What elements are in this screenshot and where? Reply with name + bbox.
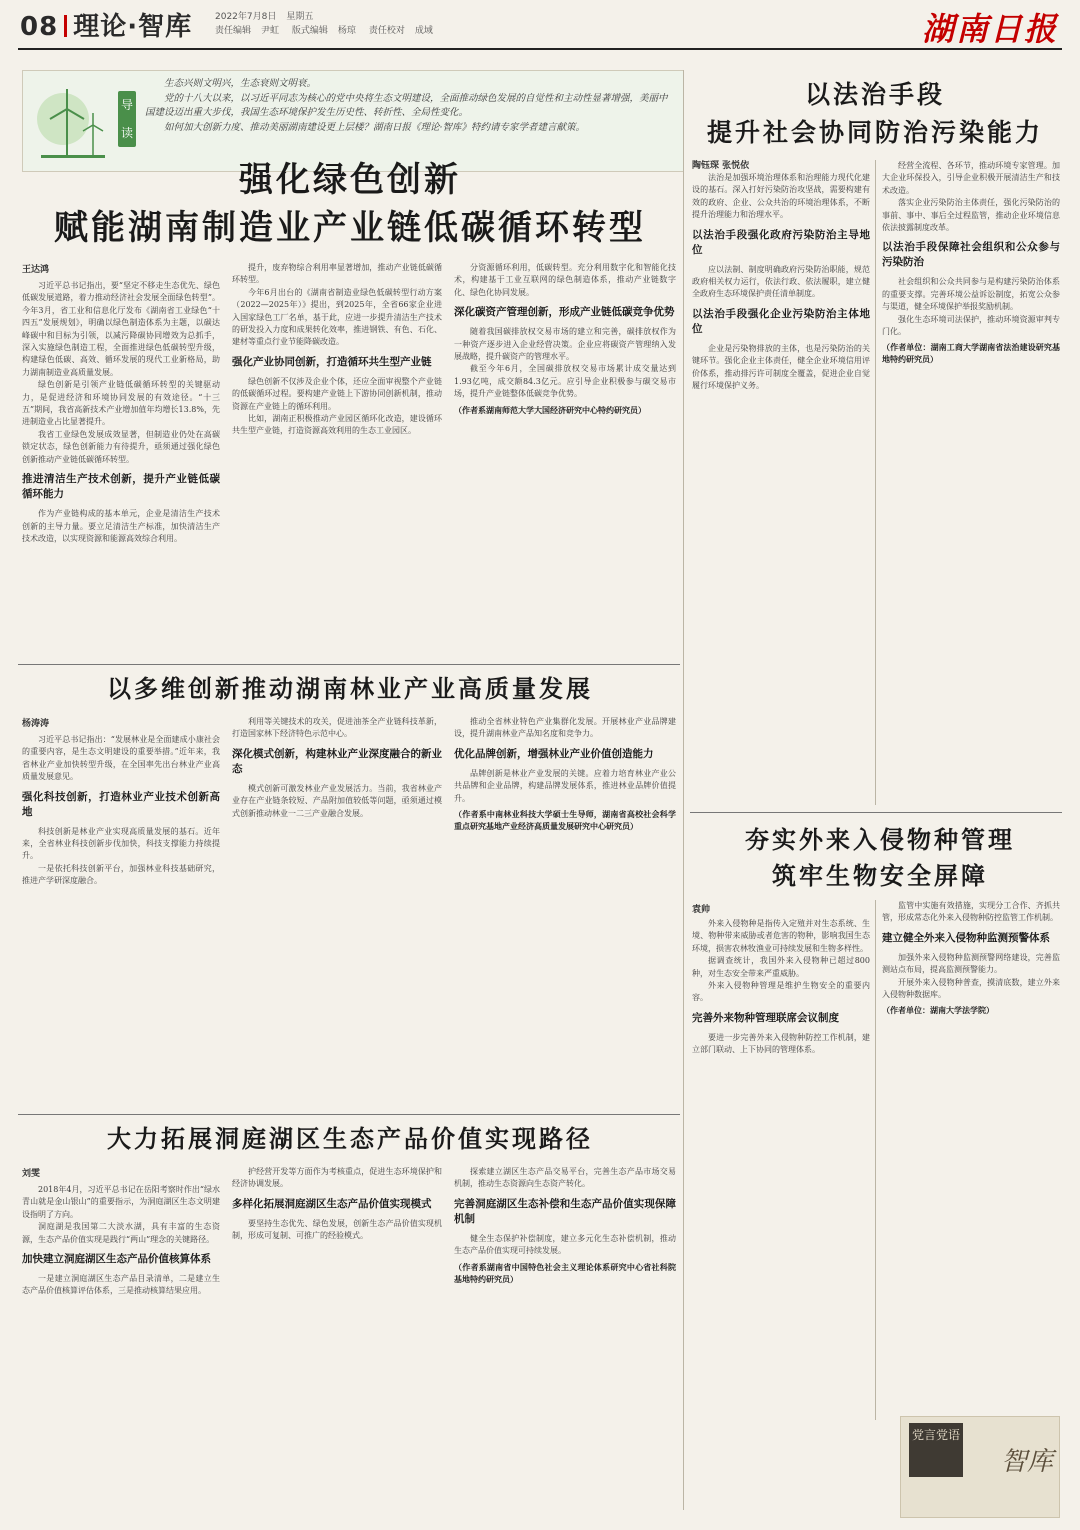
dongting-para: 健全生态保护补偿制度，建立多元化生态补偿机制，推动生态产品价值实现可持续发展。 xyxy=(454,1233,676,1256)
right1-title-line-2: 提升社会协同防治污染能力 xyxy=(706,118,1043,147)
forest-para: 利用等关键技术的攻关，促进油茶全产业链科技革新，打造国家林下经济特色示范中心。 xyxy=(232,717,442,739)
main-para: 绿色创新是引领产业链低碳循环转型的关键驱动力，是促进经济和环境协同发展的有效途径。“十三五”期间，我省高新技术产业增加值年均增长13.8%，先进制造业占比显著提升。 xyxy=(22,380,220,427)
main-subhead-3: 深化碳资产管理创新，形成产业链低碳竞争优势 xyxy=(454,306,675,319)
editor-name-2: 杨琼 xyxy=(337,26,356,36)
dongting-column-1 xyxy=(22,1184,220,1520)
main-column-3 xyxy=(454,262,676,662)
right2-subhead-1: 完善外来物种管理联席会议制度 xyxy=(692,1011,839,1024)
column-rule xyxy=(875,900,876,1420)
section-divider xyxy=(64,15,67,37)
editor-label-3: 责任校对 xyxy=(368,26,405,36)
right1-para: 落实企业污染防治主体责任，强化污染防治的事前、事中、事后全过程监管，推动企业环境信息依法披露制度改革。 xyxy=(882,198,1060,233)
right2-author-note: （作者单位：湖南大学法学院） xyxy=(882,1006,994,1016)
dongting-headline: 大力拓展洞庭湖区生态产品价值实现路径 xyxy=(107,1125,593,1153)
dongting-author-note: （作者系湖南省中国特色社会主义理论体系研究中心省社科院基地特约研究员） xyxy=(454,1262,676,1284)
dongting-para: 探索建立湖区生态产品交易平台，完善生态产品市场交易机制，推动生态资源向生态资产转化。 xyxy=(454,1167,676,1189)
section-name: 理论·智库 xyxy=(73,12,193,42)
page-section-label xyxy=(20,6,192,43)
right2-headline xyxy=(700,822,1060,894)
dongting-column-2 xyxy=(232,1166,442,1520)
right1-column-1 xyxy=(692,172,870,812)
calligraphy-text: 智库 xyxy=(1000,1447,1053,1477)
forest-para: 科技创新是林业产业实现高质量发展的基石。近年来，全省林业科技创新步伐加快，科技支撑能力持续提升。 xyxy=(22,826,220,861)
editor-label-2: 版式编辑 xyxy=(291,26,328,36)
editor-label-1: 责任编辑 xyxy=(215,26,252,36)
forest-author: 杨涛涛 xyxy=(22,719,50,729)
right2-author: 袁帅 xyxy=(692,905,711,915)
right2-title-line-2: 筑牢生物安全屏障 xyxy=(772,862,988,890)
main-title-line-1: 强化绿色创新 xyxy=(239,160,461,200)
forest-headline: 以多维创新推动湖南林业产业高质量发展 xyxy=(107,675,593,703)
right1-author-note: （作者单位：湖南工商大学湖南省法治建设研究基地特约研究员） xyxy=(882,343,1060,365)
right2-para: 据调查统计，我国外来入侵物种已超过800种，对生态安全带来严重威胁。 xyxy=(692,956,870,978)
main-para: 绿色创新不仅涉及企业个体，还应全面审视整个产业链的低碳循环过程。要构建产业链上下游协同创新机制，推动资源在产业链上的循环利用。 xyxy=(232,376,442,411)
dongting-para: 2018年4月，习近平总书记在岳阳考察时作出“绿水青山就是金山银山”的重要指示，为洞庭湖区生态文明建设指明了方向。 xyxy=(22,1185,220,1219)
main-para: 作为产业链构成的基本单元，企业是清洁生产技术创新的主导力量。要立足清洁生产标准，加快清洁生产技术改造，以实现资源和能源高效综合利用。 xyxy=(22,509,220,543)
main-headline xyxy=(30,156,670,252)
dongting-subhead-2: 多样化拓展洞庭湖区生态产品价值实现模式 xyxy=(232,1197,432,1210)
right2-para: 外来入侵物种是指传入定殖并对生态系统、生境、物种带来威胁或者危害的物种，影响我国生态环境，损害农林牧渔业可持续发展和生物多样性。 xyxy=(692,919,870,953)
forest-para: 一是依托科技创新平台，加强林业科技基础研究，推进产学研深度融合。 xyxy=(22,863,220,886)
main-column-2 xyxy=(232,262,442,662)
right1-subhead-3: 以法治手段保障社会组织和公众参与污染防治 xyxy=(882,241,1060,269)
right1-para: 强化生态环境司法保护，推动环境资源审判专门化。 xyxy=(882,314,1060,337)
main-subhead-1: 推进清洁生产技术创新，提升产业链低碳循环能力 xyxy=(22,473,220,501)
guide-text xyxy=(145,77,675,135)
forest-subhead-2: 深化模式创新，构建林业产业深度融合的新业态 xyxy=(232,747,442,775)
right2-para: 要进一步完善外来入侵物种防控工作机制，建立部门联动、上下协同的管理体系。 xyxy=(692,1032,870,1055)
main-para: 截至今年6月，全国碳排放权交易市场累计成交量达到1.93亿吨，成交额84.3亿元。应引导企业积极参与碳交易市场，提升产业链整体低碳竞争优势。 xyxy=(454,364,676,399)
issue-date: 2022年7月8日 xyxy=(215,12,277,22)
right2-para: 外来入侵物种管理是维护生物安全的重要内容。 xyxy=(692,981,870,1003)
right2-para: 开展外来入侵物种普查，摸清底数，建立外来入侵物种数据库。 xyxy=(882,977,1060,1000)
guide-tag: 导读 xyxy=(118,91,136,147)
main-para: 今年6月出台的《湖南省制造业绿色低碳转型行动方案（2022—2025年）》提出，到2025年，全省66家企业进入国家绿色工厂名单，基于此，应进一步提升清洁生产技术的研发投入力度和成果转化效率，推进钢铁、有色、石化、建材等重点行业节能降碳改造。 xyxy=(232,287,442,347)
right1-para: 社会组织和公众共同参与是构建污染防治体系的重要支撑。完善环境公益诉讼制度，拓宽公众参与渠道，健全环境保护举报奖励机制。 xyxy=(882,277,1060,312)
issue-meta xyxy=(215,10,443,38)
right1-para: 企业是污染物排放的主体，也是污染防治的关键环节。强化企业主体责任，健全企业环境信用评价体系，推动排污许可制度全覆盖，促进企业自觉履行环境保护义务。 xyxy=(692,343,870,391)
forest-column-1 xyxy=(22,734,220,1110)
dongting-para: 要坚持生态优先、绿色发展，创新生态产品价值实现机制，形成可复制、可推广的经验模式。 xyxy=(232,1218,442,1241)
main-para: 分资源循环利用，低碳转型。充分利用数字化和智能化技术，构建基于工业互联网的绿色制造体系，推动产业链数字化、绿色化协同发展。 xyxy=(454,263,676,297)
right1-title-line-1: 以法治手段 xyxy=(804,80,945,109)
corner-seal-illustration xyxy=(900,1416,1060,1518)
forest-subhead-1: 强化科技创新，打造林业产业技术创新高地 xyxy=(22,790,220,818)
forest-author-note: （作者系中南林业科技大学硕士生导师，湖南省高校社会科学重点研究基地产业经济高质量发展研究中心研究员） xyxy=(454,810,676,832)
guide-line-1: 生态兴则文明兴，生态衰则文明衰。 xyxy=(164,78,317,89)
right1-para: 应以法制、制度明确政府污染防治职能，规范政府相关权力运行，依法行政、依法履职，建立健全政府生态环境保护责任清单制度。 xyxy=(692,264,870,299)
column-rule xyxy=(875,160,876,805)
editor-name-3: 成域 xyxy=(414,26,433,36)
right1-subhead-1: 以法治手段强化政府污染防治主导地位 xyxy=(692,228,870,256)
forest-para: 习近平总书记指出：“发展林业是全面建成小康社会的重要内容，是生态文明建设的重要举措。”近年来，我省林业产业加快转型升级，在全国率先出台林业产业高质量发展意见。 xyxy=(22,735,220,782)
main-author-note: （作者系湖南师范大学大国经济研究中心特约研究员） xyxy=(454,405,646,415)
dongting-subhead-1: 加快建立洞庭湖区生态产品价值核算体系 xyxy=(22,1253,211,1266)
dongting-subhead-3: 完善洞庭湖区生态补偿和生态产品价值实现保障机制 xyxy=(454,1197,676,1225)
editor-name-1: 尹虹 xyxy=(261,26,280,36)
forest-para: 推动全省林业特色产业集群化发展。开展林业产业品牌建设，提升湖南林业产品知名度和竞争力。 xyxy=(454,717,676,739)
article-divider xyxy=(18,1114,680,1115)
forest-subhead-3: 优化品牌创新，增强林业产业价值创造能力 xyxy=(454,747,654,760)
right1-para: 经营全流程、各环节，推动环境专家管理。加大企业环保投入，引导企业积极开展清洁生产和技术改造。 xyxy=(882,161,1060,195)
newspaper-logo: 湖南日报 xyxy=(921,10,1058,48)
guide-line-3: 如何加大创新力度、推动美丽湖南建设更上层楼？湖南日报《理论·智库》特约请专家学者建言献策。 xyxy=(164,121,586,133)
forest-para: 品牌创新是林业产业发展的关键。应着力培育林业产业公共品牌和企业品牌，构建品牌发展体系，推进林业品牌价值提升。 xyxy=(454,768,676,803)
dongting-author: 刘雯 xyxy=(22,1169,41,1179)
guide-line-2: 党的十八大以来，以习近平同志为核心的党中央将生态文明建设，全面推动绿色发展的自觉性和主动性显著增强，美丽中国建设迈出重大步伐，我国生态环境保护发生历史性、转折性、全局性变化。 xyxy=(145,92,668,118)
main-column-1 xyxy=(22,280,220,660)
main-subhead-2: 强化产业协同创新，打造循环共生型产业链 xyxy=(232,355,432,368)
main-title-line-2: 赋能湖南制造业产业链低碳循环转型 xyxy=(54,208,646,248)
dongting-para: 洞庭湖是我国第二大淡水湖，具有丰富的生态资源，生态产品价值实现是践行“两山”理念的关键路径。 xyxy=(22,1222,220,1244)
right2-subhead-2: 建立健全外来入侵物种监测预警体系 xyxy=(882,931,1050,944)
masthead-rule xyxy=(18,48,1062,50)
right1-author: 陶钰琛 张悦依 xyxy=(692,161,750,171)
dongting-column-3 xyxy=(454,1166,676,1520)
forest-para: 模式创新可激发林业产业发展活力。当前，我省林业产业存在产业链条较短、产品附加值较低等问题，亟须通过模式创新推动林业一二三产业融合发展。 xyxy=(232,783,442,818)
article-divider xyxy=(690,812,1062,813)
right2-column-1 xyxy=(692,918,870,1518)
right1-para: 法治是加强环境治理体系和治理能力现代化建设的基石。深入打好污染防治攻坚战，需要构建有效的政府、企业、公众共治的环境治理体系，不断提升治理能力和治理水平。 xyxy=(692,173,870,220)
main-para: 提升，废弃物综合利用率显著增加，推动产业链低碳循环转型。 xyxy=(232,263,442,285)
right1-subhead-2: 以法治手段强化企业污染防治主体地位 xyxy=(692,307,870,335)
issue-weekday: 星期五 xyxy=(286,12,314,22)
forest-column-3 xyxy=(454,716,676,1110)
article-divider xyxy=(18,664,680,665)
seal-stamp: 党言党语 xyxy=(909,1423,963,1477)
page-number: 08 xyxy=(20,12,59,42)
dongting-para: 一是建立洞庭湖区生态产品目录清单，二是建立生态产品价值核算评估体系，三是推动核算结果应用。 xyxy=(22,1274,220,1296)
dongting-para: 护经营开发等方面作为考核重点，促进生态环境保护和经济协调发展。 xyxy=(232,1167,442,1189)
right1-headline xyxy=(690,76,1060,152)
main-para: 我省工业绿色发展成效显著，但制造业仍处在高碳锁定状态，绿色创新能力有待提升，亟须通过强化绿色创新推动产业链低碳循环转型。 xyxy=(22,429,220,464)
right2-para: 加强外来入侵物种监测预警网络建设，完善监测站点布局，提高监测预警能力。 xyxy=(882,952,1060,975)
main-para: 随着我国碳排放权交易市场的建立和完善，碳排放权作为一种资产逐步进入企业经营决策。企业应将碳资产管理纳入发展战略，提升碳资产的管理水平。 xyxy=(454,327,676,362)
section-rule xyxy=(683,70,684,1510)
right2-column-2 xyxy=(882,900,1060,1416)
right2-title-line-1: 夯实外来入侵物种管理 xyxy=(745,826,1015,854)
forest-column-2 xyxy=(232,716,442,1110)
right2-para: 监管中实施有效措施，实现分工合作、齐抓共管，形成常态化外来入侵物种防控监管工作机制。 xyxy=(882,901,1060,923)
main-para: 习近平总书记指出，要“坚定不移走生态优先、绿色低碳发展道路，着力推动经济社会发展全面绿色转型”。今年3月，省工业和信息化厅发布《湖南省工业绿色“十四五”发展规划》，明确以绿色制造体系为主题，以碳达峰碳中和目标为引领，以减污降碳协同增效为总抓手，深入实施绿色制造工程，全面推进绿色低碳转型升级，构建绿色低碳、高效、循环发展的现代工业新格局，助力湖南制造业高质量发展。 xyxy=(22,281,220,377)
right1-column-2 xyxy=(882,160,1060,810)
main-para: 比如，湖南正积极推动产业园区循环化改造，建设循环共生型产业链，打造资源高效利用的生态工业园区。 xyxy=(232,414,442,436)
wind-turbine-icon xyxy=(33,79,111,161)
main-author: 王达鸿 xyxy=(22,265,50,275)
